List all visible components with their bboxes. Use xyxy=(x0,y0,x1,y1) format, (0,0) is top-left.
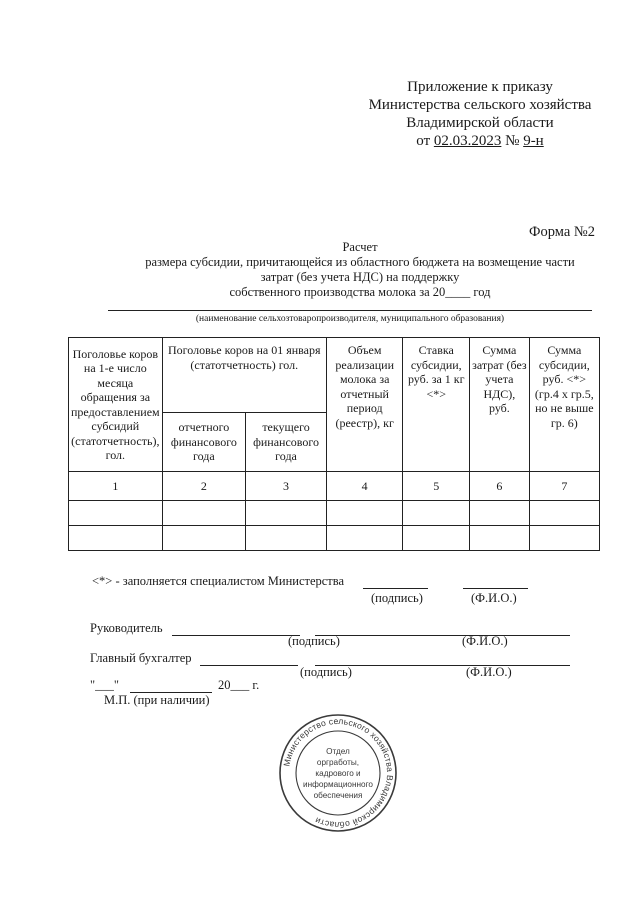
table-cell[interactable] xyxy=(529,501,599,526)
appendix-line-2: Министерства сельского хозяйства xyxy=(368,97,592,113)
header-cows-january: Поголовье коров на 01 января (статотчетность) гол. xyxy=(162,338,326,413)
head-name-line[interactable] xyxy=(315,622,570,636)
column-number: 4 xyxy=(326,472,402,501)
order-date: 02.03.2023 xyxy=(433,133,502,149)
subsidy-calculation-table xyxy=(68,337,600,551)
head-label: Руководитель xyxy=(90,621,163,635)
accountant-name-line[interactable] xyxy=(315,652,570,666)
header-reporting-year: отчетного финансового года xyxy=(162,413,246,472)
appendix-date-line xyxy=(330,132,630,150)
footnote-sign-label: (подпись) xyxy=(371,591,423,605)
column-number: 2 xyxy=(162,472,246,501)
title-line-2: размера субсидии, причитающейся из областного бюджета на возмещение части xyxy=(145,255,575,269)
seal-label: М.П. (при наличии) xyxy=(104,693,210,707)
column-number: 6 xyxy=(470,472,530,501)
table-cell[interactable] xyxy=(326,501,402,526)
header-subsidy-sum: Сумма субсидии, руб. <*> (гр.4 x гр.5, но не выше гр. 6) xyxy=(529,338,599,472)
specialist-signature-line[interactable] xyxy=(363,575,428,589)
title-line-3: затрат (без учета НДС) на поддержку xyxy=(260,270,460,284)
header-costs: Сумма затрат (без учета НДС), руб. xyxy=(470,338,530,472)
table-cell[interactable] xyxy=(162,501,246,526)
table-cell[interactable] xyxy=(470,526,530,551)
document-title xyxy=(108,240,612,300)
accountant-label: Главный бухгалтер xyxy=(90,651,192,665)
date-prefix: от xyxy=(416,133,434,149)
table-cell[interactable] xyxy=(326,526,402,551)
appendix-line-3: Владимирской области xyxy=(406,115,554,131)
number-prefix: № xyxy=(501,133,524,149)
title-line-4: собственного производства молока за 20____ год xyxy=(229,285,491,299)
header-current-year: текущего финансового года xyxy=(246,413,327,472)
table-cell[interactable] xyxy=(470,501,530,526)
date-year[interactable]: 20___ г. xyxy=(218,678,260,692)
accountant-sign-label: (подпись) xyxy=(300,665,352,679)
table-row xyxy=(69,526,600,551)
table-cell[interactable] xyxy=(69,501,163,526)
column-number-row xyxy=(69,472,600,501)
organization-caption: (наименование сельхозтоваропроизводителя, муниципального образования) xyxy=(195,314,505,324)
column-number: 7 xyxy=(529,472,599,501)
column-number: 1 xyxy=(69,472,163,501)
table-cell[interactable] xyxy=(529,526,599,551)
table-cell[interactable] xyxy=(246,526,327,551)
table-cell[interactable] xyxy=(246,501,327,526)
header-subsidy-rate: Ставка субсидии, руб. за 1 кг <*> xyxy=(403,338,470,472)
organization-fill-line xyxy=(108,310,592,311)
table-cell[interactable] xyxy=(162,526,246,551)
table-cell[interactable] xyxy=(69,526,163,551)
stamp-ring-text: Министерство сельского хозяйства Владимирской области xyxy=(281,715,396,831)
form-number: Форма №2 xyxy=(529,224,595,240)
table-header-row xyxy=(69,338,600,413)
specialist-name-line[interactable] xyxy=(463,575,528,589)
table-cell[interactable] xyxy=(403,501,470,526)
table-cell[interactable] xyxy=(403,526,470,551)
title-line-1: Расчет xyxy=(342,240,378,254)
table-row xyxy=(69,501,600,526)
header-cows-first-day: Поголовье коров на 1-е число месяца обращения за предоставлением субсидий (статотчетность), гол. xyxy=(69,338,163,472)
stamp-line-4: информационного xyxy=(303,780,373,789)
head-sign-label: (подпись) xyxy=(288,634,340,648)
head-signature-line[interactable] xyxy=(172,622,300,636)
order-number: 9-н xyxy=(523,133,544,149)
official-stamp xyxy=(278,713,398,833)
order-appendix-header xyxy=(330,78,630,150)
appendix-line-1: Приложение к приказу xyxy=(407,79,553,95)
column-number: 3 xyxy=(246,472,327,501)
accountant-name-label: (Ф.И.О.) xyxy=(466,665,512,679)
date-day[interactable]: "___" xyxy=(90,678,119,692)
date-month-line[interactable] xyxy=(130,679,212,693)
column-number: 5 xyxy=(403,472,470,501)
stamp-line-1: Отдел xyxy=(326,747,350,756)
accountant-signature-line[interactable] xyxy=(200,652,298,666)
stamp-line-3: кадрового и xyxy=(315,769,361,778)
footnote-name-label: (Ф.И.О.) xyxy=(471,591,517,605)
header-milk-volume: Объем реализации молока за отчетный период (реестр), кг xyxy=(326,338,402,472)
stamp-line-2: оргработы, xyxy=(316,758,360,767)
stamp-line-5: обеспечения xyxy=(313,791,363,800)
footnote-text: <*> - заполняется специалистом Министерства xyxy=(92,574,345,588)
head-name-label: (Ф.И.О.) xyxy=(462,634,508,648)
